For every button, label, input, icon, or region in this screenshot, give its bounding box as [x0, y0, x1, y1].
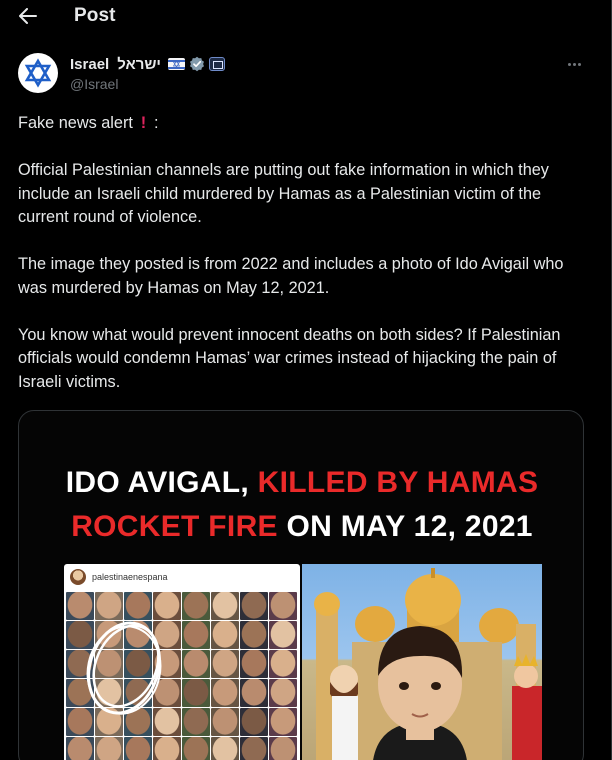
tweet-paragraph-2: Official Palestinian channels are putting out fake information in which they include an Israeli child murdered by Hamas as a Palestinian victim of the current round of violence.	[18, 161, 549, 226]
grid-photo-thumbnail	[66, 679, 94, 707]
media-headline	[19, 461, 584, 549]
grid-photo-thumbnail	[124, 650, 152, 678]
grid-photo-thumbnail	[124, 708, 152, 736]
back-arrow-icon	[19, 8, 37, 24]
israel-flag-icon	[168, 58, 185, 70]
grid-photo-thumbnail	[269, 592, 297, 620]
grid-photo-thumbnail	[66, 650, 94, 678]
affiliation-badge-icon[interactable]	[209, 57, 225, 71]
star-of-david-icon	[23, 58, 53, 88]
grid-photo-thumbnail	[269, 737, 297, 760]
author-handle[interactable]: @Israel	[70, 76, 119, 92]
back-button[interactable]	[14, 3, 42, 29]
child-portrait-panel	[302, 564, 542, 760]
grid-photo-thumbnail	[182, 592, 210, 620]
author-name[interactable]: Israel	[70, 55, 110, 73]
grid-photo-thumbnail	[211, 679, 239, 707]
headline-white-1: IDO AVIGAL,	[65, 466, 258, 499]
grid-photo-thumbnail	[182, 621, 210, 649]
tweet-p1-text: Fake news alert	[18, 114, 133, 132]
grid-photo-thumbnail	[95, 650, 123, 678]
grid-photo-thumbnail	[240, 621, 268, 649]
page-title: Post	[74, 5, 116, 26]
grid-photo-thumbnail	[182, 650, 210, 678]
grid-photo-thumbnail	[66, 737, 94, 760]
grid-photo-thumbnail	[153, 708, 181, 736]
grid-photo-thumbnail	[211, 737, 239, 760]
instagram-username: palestinaenespana	[92, 572, 168, 582]
top-bar	[0, 0, 611, 33]
tweet-media-image[interactable]	[18, 410, 584, 760]
tweet-paragraph-4: You know what would prevent innocent deaths on both sides? If Palestinian officials would condemn Hamas’ war crimes instead of hijacking the pain of Israeli victims.	[18, 325, 561, 391]
grid-photo-thumbnail	[240, 679, 268, 707]
grid-photo-thumbnail	[269, 650, 297, 678]
tweet-paragraph-3: The image they posted is from 2022 and includes a photo of Ido Avigail who was murdered by Hamas on May 12, 2021.	[18, 255, 564, 297]
grid-photo-thumbnail	[66, 708, 94, 736]
grid-photo-thumbnail	[124, 737, 152, 760]
author-name-row	[70, 55, 225, 73]
grid-photo-thumbnail	[153, 621, 181, 649]
grid-photo-thumbnail	[182, 708, 210, 736]
grid-photo-thumbnail	[66, 621, 94, 649]
grid-photo-thumbnail	[66, 592, 94, 620]
grid-photo-thumbnail	[269, 621, 297, 649]
grid-photo-thumbnail	[269, 679, 297, 707]
grid-photo-thumbnail	[211, 708, 239, 736]
author-name-hebrew[interactable]: ישראל	[117, 55, 161, 73]
grid-photo-thumbnail	[240, 650, 268, 678]
more-dot	[573, 63, 576, 66]
grid-photo-thumbnail	[95, 679, 123, 707]
portrait-illustration	[302, 564, 542, 760]
more-options-button[interactable]	[563, 56, 585, 72]
grid-photo-thumbnail	[124, 679, 152, 707]
grid-photo-thumbnail	[153, 679, 181, 707]
grid-photo-thumbnail	[269, 708, 297, 736]
grid-photo-thumbnail	[240, 708, 268, 736]
grid-photo-thumbnail	[95, 621, 123, 649]
grid-photo-thumbnail	[182, 737, 210, 760]
headline-white-2: ON MAY 12, 2021	[277, 510, 533, 543]
tweet-paragraph-1	[18, 112, 593, 136]
grid-photo-thumbnail	[124, 621, 152, 649]
avatar[interactable]	[18, 53, 58, 93]
headline-red-1: KILLED BY HAMAS	[257, 466, 539, 499]
grid-photo-thumbnail	[211, 592, 239, 620]
grid-photo-thumbnail	[240, 592, 268, 620]
instagram-avatar	[70, 569, 86, 585]
grid-photo-thumbnail	[182, 679, 210, 707]
tweet-p1-tail: :	[154, 114, 159, 132]
grid-photo-thumbnail	[95, 592, 123, 620]
more-options-icon	[568, 63, 571, 66]
exclamation-icon: !	[140, 114, 147, 132]
tweet-text	[18, 112, 593, 394]
grid-photo-thumbnail	[153, 737, 181, 760]
headline-red-2: ROCKET FIRE	[71, 510, 278, 543]
grid-photo-thumbnail	[95, 737, 123, 760]
grid-photo-thumbnail	[153, 592, 181, 620]
verified-gov-badge-icon[interactable]	[189, 56, 205, 72]
grid-photo-thumbnail	[211, 621, 239, 649]
instagram-post-panel	[64, 564, 300, 760]
grid-photo-thumbnail	[211, 650, 239, 678]
grid-photo-thumbnail	[153, 650, 181, 678]
grid-photo-thumbnail	[124, 592, 152, 620]
more-dot	[578, 63, 581, 66]
grid-photo-thumbnail	[240, 737, 268, 760]
victims-photo-grid	[66, 592, 298, 760]
grid-photo-thumbnail	[95, 708, 123, 736]
instagram-header	[64, 564, 300, 590]
